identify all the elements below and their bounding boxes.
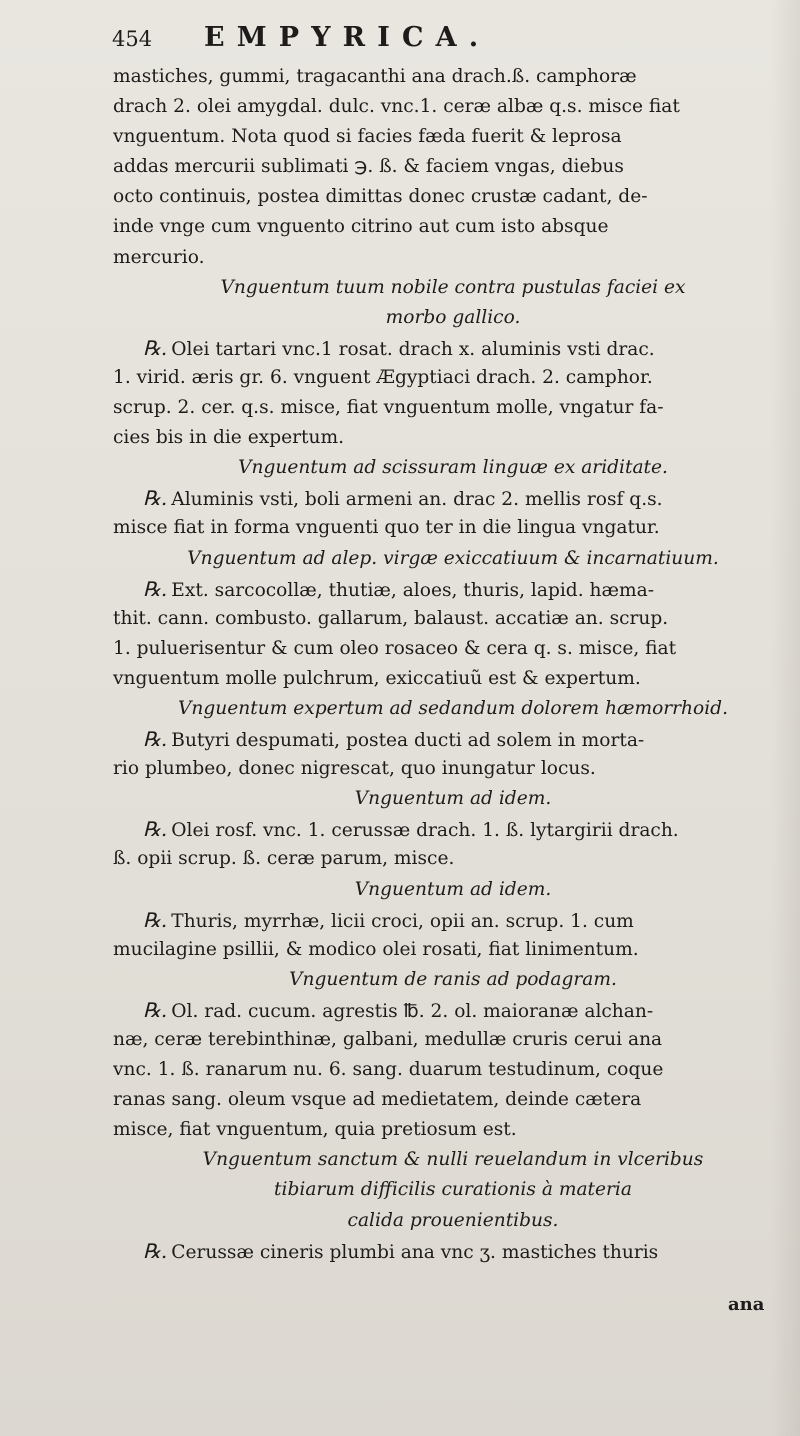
line-text: Vnguentum ad scissuram linguæ ex ariditate. — [238, 457, 668, 479]
recipe-first-line — [113, 995, 793, 1025]
recipe-heading — [113, 965, 793, 995]
text-line — [113, 393, 793, 423]
line-text: rio plumbeo, donec nigrescat, quo inungatur locus. — [113, 758, 596, 780]
catchword: ana — [728, 1294, 765, 1315]
text-line — [113, 844, 793, 874]
text-line — [113, 1085, 793, 1115]
line-text: Cerussæ cineris plumbi ana vnc ʒ. mastiches thuris — [171, 1241, 659, 1263]
recipe-symbol: ℞. — [143, 335, 168, 360]
line-text: Vnguentum ad alep. virgæ exiccatiuum & incarnatiuum. — [187, 547, 719, 569]
line-text: Olei rosf. vnc. 1. cerussæ drach. 1. ß. lytargirii drach. — [171, 820, 679, 842]
recipe-heading — [113, 1175, 793, 1205]
recipe-first-line — [113, 574, 793, 604]
line-text: scrup. 2. cer. q.s. misce, fiat vnguentum molle, vngatur fa- — [113, 397, 664, 419]
line-text: Vnguentum de ranis ad podagram. — [289, 968, 617, 990]
recipe-first-line — [113, 724, 793, 754]
line-text: Olei tartari vnc.1 rosat. drach x. aluminis vsti drac. — [171, 338, 655, 360]
text-line — [113, 664, 793, 694]
line-text: morbo gallico. — [385, 306, 521, 328]
text-line — [113, 754, 793, 784]
recipe-heading — [113, 544, 793, 574]
recipe-heading — [113, 875, 793, 905]
line-text: cies bis in die expertum. — [113, 427, 344, 449]
recipe-heading — [113, 453, 793, 483]
line-text: Thuris, myrrhæ, licii croci, opii an. scrup. 1. cum — [171, 910, 634, 932]
text-line — [113, 634, 793, 664]
recipe-symbol: ℞. — [143, 817, 168, 842]
text-line — [113, 1115, 793, 1145]
line-text: Ol. rad. cucum. agrestis ℔. 2. ol. maioranæ alchan- — [171, 1000, 654, 1022]
line-text: misce, fiat vnguentum, quia pretiosum est. — [113, 1119, 517, 1141]
recipe-heading — [113, 694, 793, 724]
recipe-first-line — [113, 814, 793, 844]
line-text: calida prouenientibus. — [347, 1209, 559, 1231]
recipe-heading — [113, 784, 793, 814]
line-text: misce fiat in forma vnguenti quo ter in die lingua vngatur. — [113, 517, 660, 539]
line-text: vnc. 1. ß. ranarum nu. 6. sang. duarum testudinum, coque — [113, 1059, 664, 1081]
line-text: mucilagine psillii, & modico olei rosati, fiat linimentum. — [113, 938, 639, 960]
text-line — [113, 152, 793, 182]
line-text: vnguentum molle pulchrum, exiccatiuũ est & expertum. — [113, 667, 641, 689]
line-text: addas mercurii sublimati ℈. ß. & faciem vngas, diebus — [113, 156, 624, 178]
line-text: Vnguentum sanctum & nulli reuelandum in vlceribus — [202, 1149, 704, 1171]
running-title: EMPYRICA. — [204, 22, 491, 53]
text-line — [113, 604, 793, 634]
recipe-first-line — [113, 483, 793, 513]
line-text: 1. puluerisentur & cum oleo rosaceo & cera q. s. misce, fiat — [113, 637, 677, 659]
line-text: tibiarum difficilis curationis à materia — [274, 1179, 632, 1201]
line-text: Vnguentum ad idem. — [354, 788, 552, 810]
text-line — [113, 363, 793, 393]
line-text: drach 2. olei amygdal. dulc. vnc.1. ceræ albæ q.s. misce fiat — [113, 96, 680, 118]
recipe-first-line — [113, 333, 793, 363]
line-text: octo continuis, postea dimittas donec crustæ cadant, de- — [113, 186, 648, 208]
recipe-first-line — [113, 905, 793, 935]
line-text: mercurio. — [113, 246, 205, 268]
text-line — [113, 423, 793, 453]
recipe-heading — [113, 303, 793, 333]
line-text: inde vnge cum vnguento citrino aut cum isto absque — [113, 216, 609, 238]
text-line — [113, 513, 793, 543]
line-text: Butyri despumati, postea ducti ad solem in morta- — [171, 730, 645, 752]
text-line — [113, 212, 793, 242]
recipe-symbol: ℞. — [143, 997, 168, 1022]
line-text: Ext. sarcocollæ, thutiæ, aloes, thuris, lapid. hæma- — [171, 579, 654, 601]
line-text: mastiches, gummi, tragacanthi ana drach.ß. camphoræ — [113, 66, 637, 87]
text-line — [113, 243, 793, 273]
recipe-heading — [113, 1145, 793, 1175]
line-text: ß. opii scrup. ß. ceræ parum, misce. — [113, 848, 455, 870]
text-line — [113, 92, 793, 122]
page-number: 454 — [112, 27, 153, 51]
page-header — [112, 22, 752, 58]
line-text: Vnguentum ad idem. — [354, 878, 552, 900]
text-line — [113, 182, 793, 212]
line-text: Vnguentum expertum ad sedandum dolorem hæmorrhoid. — [177, 697, 728, 719]
line-text: vnguentum. Nota quod si facies fæda fuerit & leprosa — [113, 126, 622, 148]
recipe-symbol: ℞. — [143, 907, 168, 932]
recipe-symbol: ℞. — [143, 576, 168, 601]
line-text: 1. virid. æris gr. 6. vnguent Ægyptiaci drach. 2. camphor. — [113, 366, 653, 388]
recipe-symbol: ℞. — [143, 727, 168, 752]
body-text — [113, 62, 793, 1266]
line-text: Aluminis vsti, boli armeni an. drac 2. mellis rosf q.s. — [171, 489, 663, 511]
recipe-first-line — [113, 1236, 793, 1266]
recipe-symbol: ℞. — [143, 486, 168, 511]
text-line — [113, 62, 793, 92]
recipe-symbol: ℞. — [143, 1238, 168, 1263]
text-line — [113, 122, 793, 152]
line-text: næ, ceræ terebinthinæ, galbani, medullæ cruris cerui ana — [113, 1029, 663, 1050]
text-line — [113, 1025, 793, 1055]
line-text: thit. cann. combusto. gallarum, balaust. accatiæ an. scrup. — [113, 607, 669, 629]
text-line — [113, 935, 793, 965]
line-text: ranas sang. oleum vsque ad medietatem, deinde cætera — [113, 1089, 642, 1111]
line-text: Vnguentum tuum nobile contra pustulas faciei ex — [220, 276, 686, 298]
recipe-heading — [113, 1206, 793, 1236]
recipe-heading — [113, 273, 793, 303]
text-line — [113, 1055, 793, 1085]
